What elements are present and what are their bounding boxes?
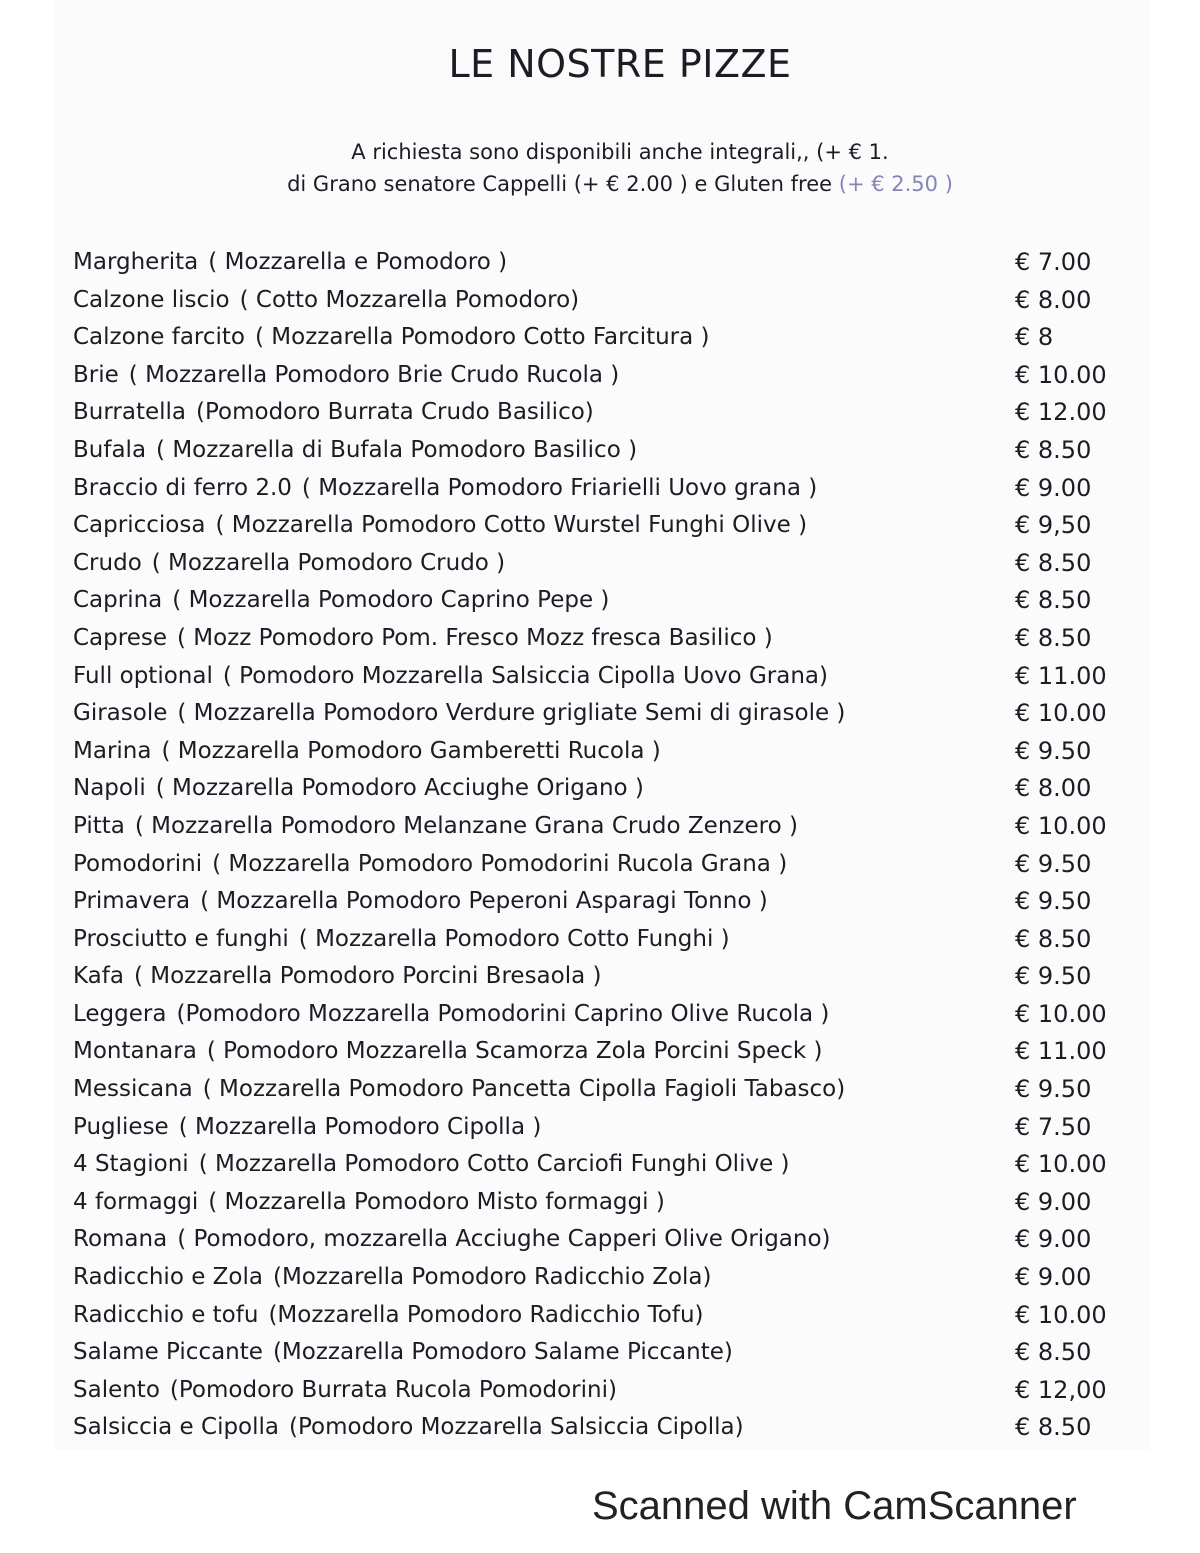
item-price: € 10.00 [1015, 1300, 1107, 1329]
menu-item [73, 1259, 1153, 1297]
item-price: € 10.00 [1015, 1150, 1107, 1179]
menu-item [73, 1221, 1153, 1259]
menu-item [73, 1033, 1153, 1071]
item-price: € 9.50 [1015, 962, 1092, 991]
menu-item [73, 582, 1153, 620]
menu-item [73, 1334, 1153, 1372]
item-price: € 8.50 [1015, 435, 1092, 464]
item-description: ( Mozzarella Pomodoro Brie Crudo Rucola ) [128, 361, 620, 388]
item-price: € 9,50 [1015, 511, 1092, 540]
item-name: Capricciosa [73, 512, 206, 539]
item-description: ( Mozzarella Pomodoro Crudo ) [151, 549, 506, 576]
item-description: ( Mozzarella Pomodoro Friarielli Uovo grana ) [301, 474, 818, 501]
item-description: (Mozzarella Pomodoro Salame Piccante) [272, 1339, 733, 1366]
menu-item [73, 319, 1153, 357]
item-description: ( Mozzarella Pomodoro Caprino Pepe ) [172, 587, 610, 614]
item-name: Salame Piccante [73, 1339, 263, 1366]
menu-item [73, 394, 1153, 432]
item-price: € 10.00 [1015, 811, 1107, 840]
item-description: (Pomodoro Mozzarella Pomodorini Caprino Olive Rucola ) [176, 1000, 830, 1027]
item-name: Calzone farcito [73, 324, 245, 351]
menu-item [73, 470, 1153, 508]
menu-item [73, 507, 1153, 545]
menu-item [73, 921, 1153, 959]
item-price: € 12.00 [1015, 398, 1107, 427]
item-description: ( Mozzarella e Pomodoro ) [208, 249, 508, 275]
item-name: Pitta [73, 812, 125, 839]
item-name: Caprese [73, 624, 167, 651]
item-name: Crudo [73, 549, 142, 576]
item-price: € 9.50 [1015, 1075, 1092, 1104]
menu-item [73, 1297, 1153, 1335]
item-name: Prosciutto e funghi [73, 925, 289, 952]
item-price: € 9.50 [1015, 736, 1092, 765]
menu-item [73, 770, 1153, 808]
item-name: Girasole [73, 700, 168, 727]
item-description: ( Cotto Mozzarella Pomodoro) [239, 286, 580, 313]
item-description: ( Pomodoro, mozzarella Acciughe Capperi Olive Origano) [177, 1226, 831, 1253]
item-description: ( Mozzarella Pomodoro Melanzane Grana Crudo Zenzero ) [134, 812, 798, 839]
item-price: € 10.00 [1015, 360, 1107, 389]
item-name: Marina [73, 737, 152, 764]
item-price: € 9.00 [1015, 1263, 1092, 1292]
item-description: (Mozzarella Pomodoro Radicchio Zola) [272, 1264, 712, 1291]
menu-item [73, 733, 1153, 771]
menu-item [73, 357, 1153, 395]
menu-item [73, 244, 1153, 282]
item-name: Braccio di ferro 2.0 [73, 474, 292, 501]
item-description: ( Mozzarella Pomodoro Gamberetti Rucola ) [161, 737, 661, 764]
item-description: ( Mozzarella Pomodoro Pancetta Cipolla Fagioli Tabasco) [202, 1076, 846, 1103]
item-description: ( Mozzarella Pomodoro Cotto Farcitura ) [255, 324, 710, 351]
menu-item [73, 1409, 1153, 1447]
item-name: Pugliese [73, 1113, 169, 1140]
menu-item [73, 1372, 1153, 1410]
scanner-watermark: Scanned with CamScanner [592, 1484, 1077, 1528]
item-name: Montanara [73, 1038, 197, 1065]
item-description: ( Mozzarella Pomodoro Peperoni Asparagi Tonno ) [200, 888, 768, 915]
item-price: € 9.50 [1015, 849, 1092, 878]
item-price: € 8.00 [1015, 285, 1092, 314]
menu-item [73, 808, 1153, 846]
item-price: € 12,00 [1015, 1375, 1107, 1404]
item-description: ( Mozzarella Pomodoro Cotto Carciofi Funghi Olive ) [198, 1151, 790, 1178]
menu-item [73, 282, 1153, 320]
menu-item [73, 1146, 1153, 1184]
item-description: ( Mozzarella Pomodoro Porcini Bresaola ) [133, 963, 602, 990]
item-price: € 8 [1015, 323, 1054, 352]
note-line-2 [0, 172, 1200, 196]
item-description: ( Pomodoro Mozzarella Salsiccia Cipolla Uovo Grana) [222, 662, 828, 689]
item-description: (Mozzarella Pomodoro Radicchio Tofu) [268, 1301, 704, 1328]
item-price: € 9.00 [1015, 1187, 1092, 1216]
item-description: (Pomodoro Burrata Crudo Basilico) [196, 399, 594, 426]
item-price: € 7.50 [1015, 1112, 1092, 1141]
item-name: 4 Stagioni [73, 1151, 189, 1178]
page-title: LE NOSTRE PIZZE [448, 42, 792, 86]
item-name: Radicchio e tofu [73, 1301, 259, 1328]
menu-item [73, 620, 1153, 658]
menu-item [73, 846, 1153, 884]
item-name: Calzone liscio [73, 286, 230, 313]
note-line-1: A richiesta sono disponibili anche integrali,, (+ € 1. [351, 140, 889, 164]
item-name: Brie [73, 361, 119, 388]
item-price: € 8.50 [1015, 548, 1092, 577]
item-name: Primavera [73, 888, 191, 915]
item-price: € 7.00 [1015, 248, 1092, 276]
item-name: Romana [73, 1226, 168, 1253]
item-name: Leggera [73, 1000, 167, 1027]
item-name: Burratella [73, 399, 187, 426]
item-name: Bufala [73, 436, 147, 463]
menu-item [73, 1184, 1153, 1222]
item-name: Caprina [73, 587, 163, 614]
item-description: ( Mozzarella Pomodoro Acciughe Origano ) [155, 775, 644, 802]
menu-item [73, 545, 1153, 583]
item-description: ( Mozzarella di Bufala Pomodoro Basilico ) [156, 436, 638, 463]
item-name: Salsiccia e Cipolla [73, 1414, 280, 1441]
item-description: ( Mozzarella Pomodoro Misto formaggi ) [208, 1188, 665, 1215]
item-description: ( Mozz Pomodoro Pom. Fresco Mozz fresca Basilico ) [177, 624, 773, 651]
item-price: € 9.00 [1015, 1225, 1092, 1254]
item-price: € 11.00 [1015, 661, 1107, 690]
item-price: € 8.50 [1015, 586, 1092, 615]
item-name: Kafa [73, 963, 124, 990]
item-price: € 8.50 [1015, 623, 1092, 652]
item-description: ( Mozzarella Pomodoro Cipolla ) [178, 1113, 542, 1140]
item-description: (Pomodoro Burrata Rucola Pomodorini) [169, 1376, 617, 1403]
item-name: Radicchio e Zola [73, 1264, 263, 1291]
menu-item [73, 996, 1153, 1034]
item-name: Salento [73, 1376, 160, 1403]
item-name: 4 formaggi [73, 1188, 199, 1215]
menu-item [73, 883, 1153, 921]
item-name: Pomodorini [73, 850, 203, 877]
item-description: (Pomodoro Mozzarella Salsiccia Cipolla) [289, 1414, 744, 1441]
item-price: € 11.00 [1015, 1037, 1107, 1066]
item-description: ( Mozzarella Pomodoro Pomodorini Rucola Grana ) [212, 850, 788, 877]
item-price: € 9.50 [1015, 887, 1092, 916]
note-line-2-main: di Grano senatore Cappelli (+ € 2.00 ) e Gluten free [287, 172, 833, 196]
item-description: ( Mozzarella Pomodoro Cotto Wurstel Funghi Olive ) [215, 512, 808, 539]
menu-item [73, 658, 1153, 696]
item-price: € 8.50 [1015, 924, 1092, 953]
item-description: ( Pomodoro Mozzarella Scamorza Zola Porcini Speck ) [206, 1038, 823, 1065]
menu-item [73, 1109, 1153, 1147]
menu-item [73, 432, 1153, 470]
pizza-list [73, 244, 1153, 1447]
item-name: Napoli [73, 775, 146, 802]
item-price: € 10.00 [1015, 999, 1107, 1028]
note-line-2-extra: (+ € 2.50 ) [838, 172, 953, 196]
item-description: ( Mozzarella Pomodoro Verdure grigliate Semi di girasole ) [177, 700, 846, 727]
item-name: Full optional [73, 662, 213, 689]
item-name: Messicana [73, 1076, 193, 1103]
menu-item [73, 958, 1153, 996]
item-name: Margherita [73, 249, 199, 275]
item-price: € 9.00 [1015, 473, 1092, 502]
menu-item [73, 695, 1153, 733]
item-price: € 8.50 [1015, 1413, 1092, 1442]
item-price: € 10.00 [1015, 699, 1107, 728]
menu-item [73, 1071, 1153, 1109]
item-price: € 8.00 [1015, 774, 1092, 803]
item-price: € 8.50 [1015, 1338, 1092, 1367]
item-description: ( Mozzarella Pomodoro Cotto Funghi ) [298, 925, 730, 952]
